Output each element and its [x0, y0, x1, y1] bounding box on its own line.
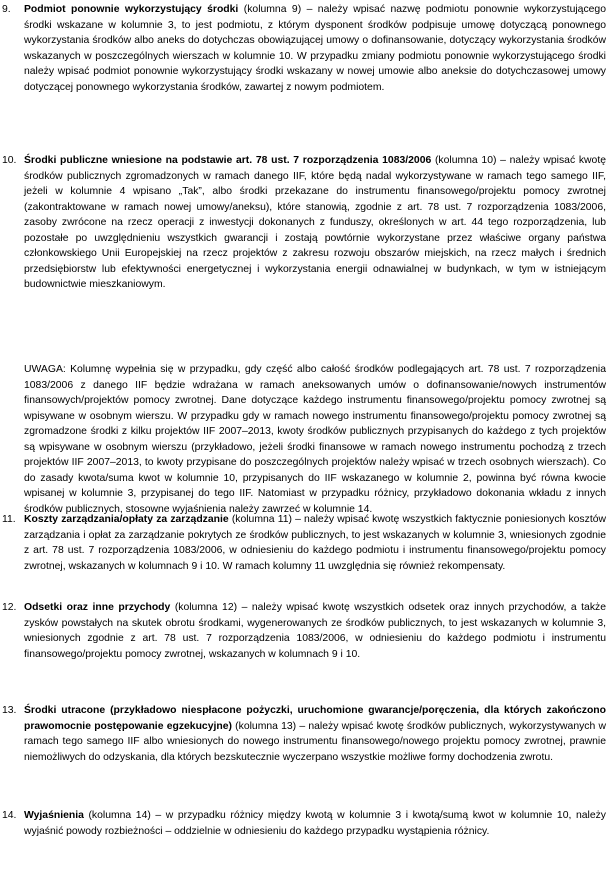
- item-text: [24, 2, 606, 95]
- item-title: Wyjaśnienia: [24, 810, 84, 821]
- item-text: [24, 362, 606, 517]
- item-text: [24, 600, 606, 662]
- item-number: 12.: [2, 602, 17, 613]
- item-number: 14.: [2, 810, 17, 821]
- item-number: 10.: [2, 155, 17, 166]
- item-number: 13.: [2, 705, 17, 716]
- item-text: [24, 703, 606, 765]
- item-text: [24, 512, 606, 574]
- item-body: (kolumna 11) – należy wpisać kwotę wszystkich faktycznie poniesionych kosztów zarządzania i opłat za zarządzanie pokrytych ze środków publicznych, to jest wskazanych w kolumnie 3, wniesionych zgodnie z art. 78 ust. 7 rozporządzenia 1083/2006, w odniesieniu do każdego podmiotu i instrumentu finansowego/projektu pomocy zwrotnej, wskazanych w kolumnach 9 i 10. W ramach kolumny 11 uwzględnia się również rekompensaty.: [24, 514, 606, 572]
- item-body: (kolumna 12) – należy wpisać kwotę wszystkich odsetek oraz innych przychodów, a także zysków powstałych na skutek obrotu środkami, wygenerowanych ze środków publicznych, to jest wskazanych w kolumnie 3, wniesionych zgodnie z art. 78 ust. 7 rozporządzenia 1083/2006, w odniesieniu do każdego podmiotu i instrumentu finansowego/projektu pomocy zwrotnej, wskazanych w kolumnach 9 i 10.: [24, 602, 606, 660]
- item-title: Koszty zarządzania/opłaty za zarządzanie: [24, 514, 229, 525]
- item-body: (kolumna 14) – w przypadku różnicy między kwotą w kolumnie 3 i kwotą/sumą kwot w kolumnie 10, należy wyjaśnić powody rozbieżności – oddzielnie w odniesieniu do każdego przypadku wystąpienia różnicy.: [24, 810, 606, 837]
- note-body: UWAGA: Kolumnę wypełnia się w przypadku, gdy część albo całość środków podlegających art. 78 ust. 7 rozporządzenia 1083/2006 z danego IIF będzie wdrażana w ramach aneksowanych umów o dofinansowanie/nowych instrumentów finansowych/projektów pomocy zwrotnej. Dane dotyczące każdego instrumentu finansowego/projektu pomocy zwrotnej są wpisywane w osobnym wierszu. W przypadku gdy w ramach nowego instrumentu finansowego/projektu pomocy zwrotnej są zgromadzone środki z kilku projektów IIF 2007–2013, kwoty środków publicznych przypisanych do każdego z tych projektów są wpisywane w osobnym wierszu (przykładowo, jeżeli środki finansowe w ramach nowego instrumentu pochodzą z trzech projektów IIF 2007–2013, to kwoty przypisane do poszczególnych projektów należy wpisać w trzech osobnych wierszach). Co do zasady kwota/suma kwot w kolumnie 10, przypisanych do IIF wskazanego w kolumnie 2, powinna być równa kwocie wpisanej w kolumnie 3, przypisanej do tego IIF. Natomiast w przypadku różnicy, przykładowo dokonania wkładu z innych środków publicznych, stosowne wyjaśnienia należy zawrzeć w kolumnie 14.: [24, 364, 606, 515]
- item-body: (kolumna 13) – należy wpisać kwotę środków publicznych, wykorzystywanych w ramach tego samego IIF albo wniesionych do nowego instrumentu finansowego/nowego projektu pomocy zwrotnej, prawnie niemożliwych do odzyskania, dla których bezskutecznie wyczerpano wszystkie możliwe formy dochodzenia zwrotu.: [24, 720, 606, 763]
- item-title: Środki publiczne wniesione na podstawie art. 78 ust. 7 rozporządzenia 1083/2006: [24, 155, 432, 166]
- item-body: (kolumna 10) – należy wpisać kwotę środków publicznych zgromadzonych w ramach danego IIF, które będą nadal wykorzystywane w ramach tego samego IIF, jeżeli w kolumnie 4 wpisano „Tak”, albo środki przekazane do instrumentu finansowego/projektu pomocy zwrotnej (zakontraktowane w ramach nowej umowy/aneksu), które stanowią, zgodnie z art. 78 ust. 7 rozporządzenia 1083/2006, zasoby zwrócone na rzecz operacji z inwestycji dokonanych z funduszy, określonych w art. 44 tego rozporządzenia, lub pozostałe po uwzględnieniu wszystkich gwarancji i zostają powtórnie wykorzystane przez właściwe organy państwa członkowskiego Unii Europejskiej na rzecz projektów z zakresu rozwoju obszarów miejskich, na rzecz małych i średnich przedsiębiorstw lub efektywności energetycznej i wykorzystania energii odnawialnej w budynkach, w tym w istniejącym budownictwie mieszkaniowym.: [24, 155, 607, 290]
- item-title: Odsetki oraz inne przychody: [24, 602, 171, 613]
- item-title: Środki utracone (przykładowo niespłacone pożyczki, uruchomione gwarancje/poręczenia, dla których zakończono prawomocnie postępowanie egzekucyjne): [24, 705, 606, 732]
- item-text: [24, 153, 606, 293]
- item-title: Podmiot ponownie wykorzystujący środki: [24, 4, 239, 15]
- item-number: 9.: [2, 4, 11, 15]
- item-text: [24, 808, 606, 839]
- item-number: 11.: [2, 514, 16, 525]
- item-body: (kolumna 9) – należy wpisać nazwę podmiotu ponownie wykorzystującego środki wskazane w kolumnie 3, to jest podmiotu, z którym dysponent środków podpisuje umowę dotyczącą ponownego wykorzystania środków albo aneks do dotychczas obowiązującej umowy o dofinansowanie, dotyczący wykorzystania środków wskazanych w poszczególnych wierszach w kolumnie 10. W przypadku zmiany podmiotu ponownie wykorzystującego środki należy wpisać podmiot ponownie wykorzystujący środki wskazany w nowej umowie albo aneksie do dotychczasowej umowy dotyczącej ponownego wykorzystania środków, zawartej z nowym podmiotem.: [24, 4, 606, 93]
